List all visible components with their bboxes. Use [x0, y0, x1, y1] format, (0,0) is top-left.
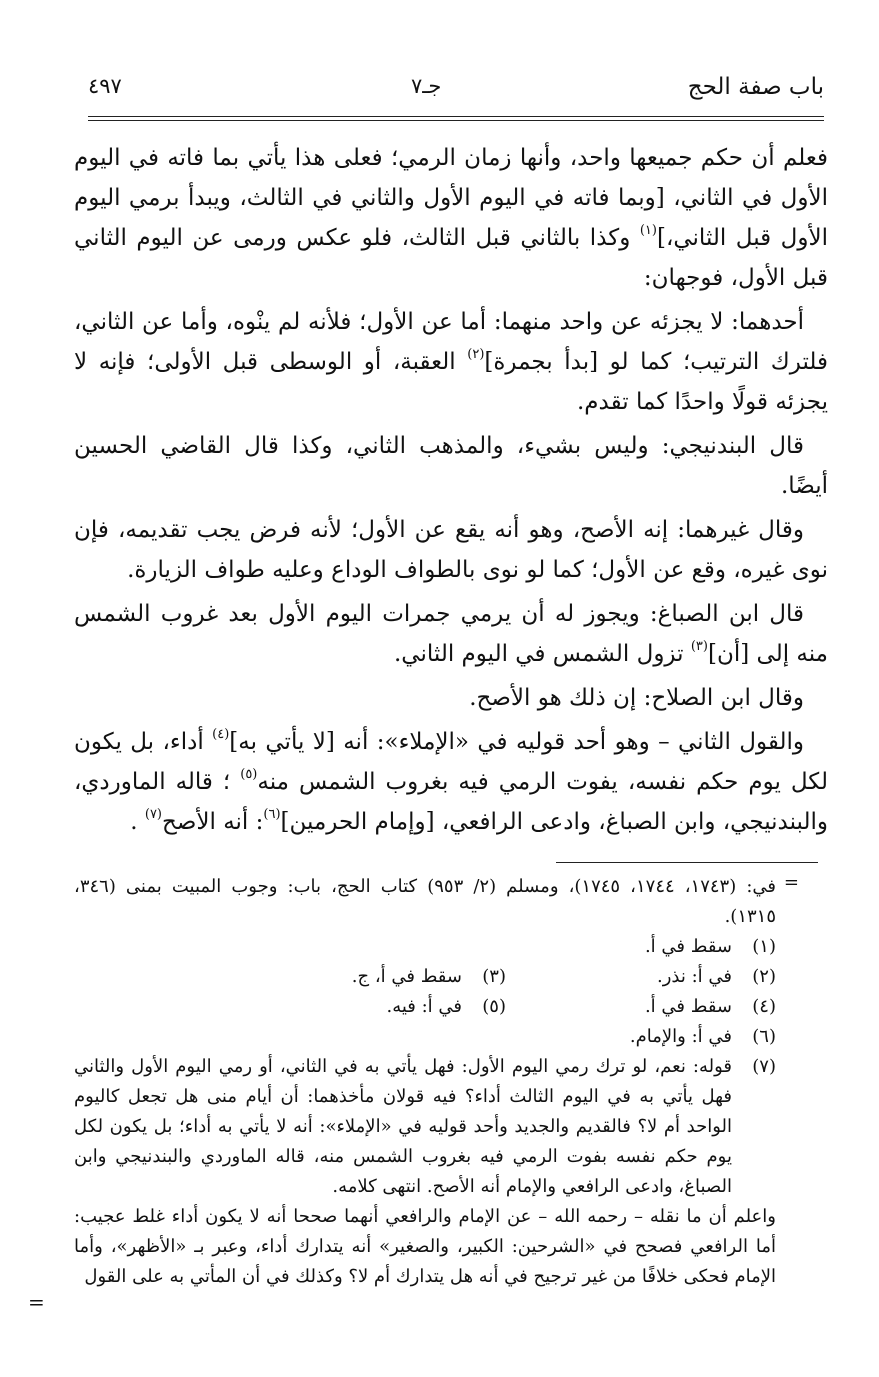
paragraph: وقال غيرهما: إنه الأصح، وهو أنه يقع عن الأول؛ لأنه فرض يجب تقديمه، فإن نوى غيره، وقع عن الأول؛ كما لو نوى بالطواف الوداع وعليه طواف الزيارة.: [74, 517, 828, 583]
footnote-text-continued: واعلم أن ما نقله – رحمه الله – عن الإمام والرافعي أنهما صححا أنه لا يكون أداء غلط عجيب: أما الرافعي فصحح في «الشرحين: الكبير، والصغير» أنه يتدارك أداء، وعبر بـ «الأظهر»، وأما الإمام فحكى خلافًا من غير ترجيح في أنه هل يتدارك أم لا؟ وكذلك في أن المأتي به على القول: [74, 1206, 776, 1287]
page-header: [88, 70, 824, 112]
continuation-mark: =: [783, 872, 799, 893]
footnote-pair: [74, 992, 776, 1022]
footnote-number: (١): [752, 936, 776, 957]
footnote-number: (٢): [752, 966, 776, 987]
footnote-text: قوله: نعم، لو ترك رمي اليوم الأول: فهل يأتي به في الثاني، أو رمي اليوم الأول والثاني فهل يأتي به في اليوم الثالث أداء؟ فيه قولان مأخذهما: أن أيام منى هل تجعل كاليوم الواحد أم لا؟ فالقديم والجديد وأحد قوليه في «الإملاء»: أنه لا يأتي به أداء؛ بل يكون لكل يوم حكم نفسه بفوت الرمي فيه بغروب الشمس منه، قاله الماوردي والبندنيجي وابن الصباغ، وادعى الرافعي والإمام أنه الأصح. انتهى كلامه.: [74, 1056, 732, 1197]
main-text: [74, 138, 828, 846]
footnote-ref: (٣): [690, 639, 708, 654]
footnote-number: (٦): [752, 1026, 776, 1047]
footnote-number: (٧): [752, 1056, 776, 1077]
footnote: [74, 1052, 776, 1202]
header-rule-thin: [88, 120, 824, 121]
paragraph: أحدهما: لا يجزئه عن واحد منهما: أما عن الأول؛ فلأنه لم ينْوه، وأما عن الثاني، فلترك الترتيب؛ كما لو [بدأ بجمرة]$^{(٢)}$ العقبة، أو الوسطى قبل الأولى؛ فإنه لا يجزئه قولًا واحدًا كما تقدم.: [74, 309, 828, 415]
paragraph: وقال ابن الصلاح: إن ذلك هو الأصح.: [469, 685, 804, 711]
footnotes: [74, 872, 776, 1292]
page-number: ٤٩٧: [88, 74, 122, 98]
paragraph: فعلم أن حكم جميعها واحد، وأنها زمان الرمي؛ فعلى هذا يأتي بما فاته في اليوم الأول في الثاني، [وبما فاته في اليوم الأول والثاني في الثالث، ويبدأ برمي اليوم الأول قبل الثاني،]$^{(١)}$ وكذا بالثاني قبل الثالث، فلو عكس ورمى عن اليوم الثاني قبل الأول، فوجهان:: [74, 145, 828, 291]
footnote-ref: (٥): [240, 767, 258, 782]
paragraph: قال ابن الصباغ: ويجوز له أن يرمي جمرات اليوم الأول بعد غروب الشمس منه إلى [أن]$^{(٣)}$ تزول الشمس في اليوم الثاني.: [74, 601, 828, 667]
footnote-text: سقط في أ.: [644, 996, 732, 1017]
footnote-ref: (١): [639, 223, 657, 238]
paragraph: قال البندنيجي: وليس بشيء، والمذهب الثاني، وكذا قال القاضي الحسين أيضًا.: [74, 433, 828, 499]
footnote-pair: [74, 962, 776, 992]
chapter-title: باب صفة الحج: [687, 74, 824, 100]
footnote-text: سقط في أ.: [644, 936, 732, 957]
footnote-number: (٥): [482, 996, 506, 1017]
footnote-number: (٣): [482, 966, 506, 987]
footnote-continued: في: (١٧٤٣، ١٧٤٤، ١٧٤٥)، ومسلم (٢/ ٩٥٣) كتاب الحج، باب: وجوب المبيت بمنى (٣٤٦، ١٣١٥).: [74, 876, 776, 927]
footnote-ref: (٧): [144, 807, 162, 822]
footnote-ref: (٢): [467, 347, 485, 362]
footnote: [74, 1022, 776, 1052]
footnote-ref: (٤): [212, 727, 230, 742]
next-page-continuation-mark: =: [28, 1290, 45, 1314]
footnote: [74, 932, 776, 962]
footnote-text: في أ: نذر.: [657, 966, 732, 987]
footnote-separator: [556, 862, 818, 863]
footnote-number: (٤): [752, 996, 776, 1017]
footnote-ref: (٦): [263, 807, 281, 822]
volume-label: جـ٧: [411, 74, 442, 98]
footnote-text: سقط في أ، ج.: [351, 966, 462, 987]
footnote-text: في أ: والإمام.: [629, 1026, 732, 1047]
footnote-text: في أ: فيه.: [386, 996, 462, 1017]
paragraph: والقول الثاني – وهو أحد قوليه في «الإملاء»: أنه [لا يأتي به]$^{(٤)}$ أداء، بل يكون لكل يوم حكم نفسه، يفوت الرمي فيه بغروب الشمس منه$^{(٥)}$ ؛ قاله الماوردي، والبندنيجي، وابن الصباغ، وادعى الرافعي، [وإمام الحرمين]$^{(٦)}$: أنه الأصح$^{(٧)}$ .: [74, 727, 829, 835]
header-rule: [88, 116, 824, 117]
